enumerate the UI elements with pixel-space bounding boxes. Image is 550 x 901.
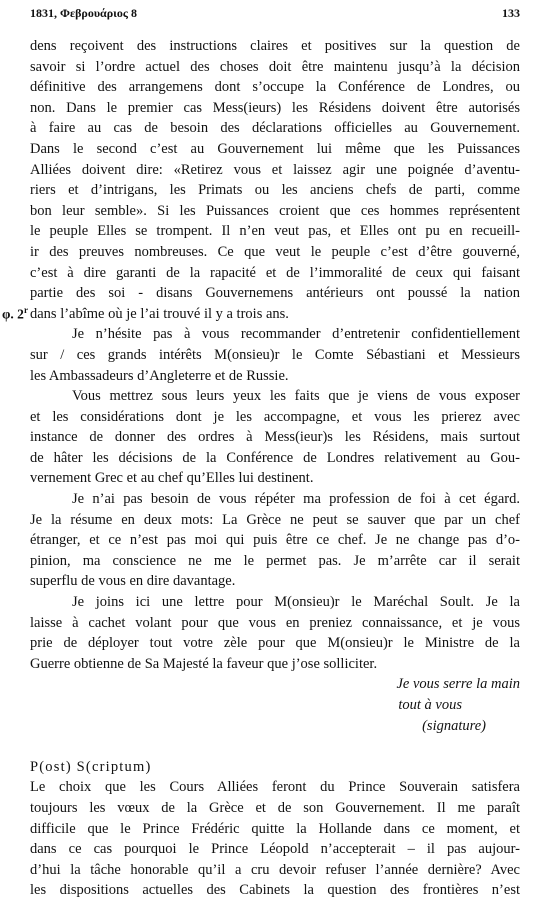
letter-closing bbox=[30, 674, 520, 736]
page-header bbox=[30, 6, 520, 22]
paragraph-4 bbox=[30, 489, 520, 592]
text-line: dans ce cas pourquoi le Prince Léopold n’accepterait – il pas aujour- bbox=[30, 841, 520, 858]
text-line: ir des preuves nombreuses. Ce que veut le peuple c’est d’être gouverné, bbox=[30, 243, 520, 260]
text-line: bon leur semble». Si les Puissances croient que ces hommes représentent bbox=[30, 202, 520, 219]
text-line: prie de déployer tout votre zèle pour que M(onsieu)r le Ministre de la bbox=[30, 635, 520, 652]
text-line: c’est à dire garanti de la rapacité et de l’immoralité de ceux qui faisant bbox=[30, 264, 520, 281]
text-line: d’hui la tâche honorable qu’il a cru devoir refuser l’année dernière? Avec bbox=[30, 861, 520, 878]
letter-body bbox=[30, 36, 520, 901]
text-line: et les considérations dont je les accompagne, et vous les prierez avec bbox=[30, 408, 520, 425]
paragraph-2 bbox=[30, 324, 520, 386]
text-line: riers et d’intrigans, les Primats ou les anciens chefs de parti, comme bbox=[30, 182, 520, 199]
text-line: Guerre obtienne de Sa Majesté la faveur que j’ose solliciter. bbox=[30, 655, 378, 672]
text-line: difficile que le Prince Frédéric quitte la Hollande dans ce moment, et bbox=[30, 820, 520, 837]
folio-label: φ. 2 bbox=[2, 306, 24, 322]
text-line: étranger, et ce n’est pas moi qui puis être ce chef. Je ne change pas d’o- bbox=[30, 532, 520, 549]
page-number: 133 bbox=[502, 6, 520, 20]
text-line: savoir si l’ordre actuel des choses doit être maintenu jusqu’à la décision bbox=[30, 58, 520, 75]
folio-sup: r bbox=[23, 305, 28, 315]
text-line: superflu de vous en dire davantage. bbox=[30, 573, 236, 590]
text-line: instance de donner des ordres à Mess(ieur)s les Résidens, mais surtout bbox=[30, 429, 520, 446]
text-line: le peuple Elles se trompent. Il n’en veut pas, et Elles ont pu en recueill- bbox=[30, 223, 520, 240]
text-line: Vous mettrez sous leurs yeux les faits que je viens de vous exposer bbox=[72, 388, 520, 405]
text-line: à faire au cas de besoin des déclarations officielles au Gouvernement. bbox=[30, 120, 520, 137]
postscript-title: P(ost) S(criptum) bbox=[30, 758, 152, 775]
paragraph-5 bbox=[30, 592, 520, 674]
text-line: les dispositions actuelles des Cabinets la question des frontières n’est bbox=[30, 882, 520, 899]
text-line: dens reçoivent des instructions claires et positives sur la question de bbox=[30, 38, 520, 54]
text-line: Je la résume en deux mots: La Grèce ne peut se sauver que par un chef bbox=[30, 511, 520, 528]
text-line: Dans le second c’est au Gouvernement lui même que les Puissances bbox=[30, 140, 520, 157]
text-line: Je joins ici une lettre pour M(onsieu)r le Maréchal Soult. Je la bbox=[72, 594, 520, 611]
signature-placeholder: (signature) bbox=[422, 717, 486, 734]
text-line: Le choix que les Cours Alliées feront du Prince Souverain satisfera bbox=[30, 779, 520, 796]
text-line: pinion, ma conscience ne me le permet pas. Je m’arrête car il serait bbox=[30, 552, 520, 569]
folio-marginal-note bbox=[2, 300, 28, 325]
text-line: non. Dans le premier cas Mess(ieurs) les Résidens doivent être autorisés bbox=[30, 99, 520, 116]
postscript bbox=[30, 757, 520, 901]
header-date: 1831, Φεβρουάριος 8 bbox=[30, 6, 137, 20]
text-line: vernement Grec et au chef qu’Elles lui destinent. bbox=[30, 470, 314, 487]
closing-line: Je vous serre la main bbox=[396, 676, 520, 693]
text-line: dans l’abîme où je l’ai trouvé il y a trois ans. bbox=[30, 305, 289, 322]
text-line: les Ambassadeurs d’Angleterre et de Russie. bbox=[30, 367, 289, 384]
text-line: Je n’ai pas besoin de vous répéter ma profession de foi à cet égard. bbox=[72, 491, 520, 508]
text-line: partie des soi - disans Gouvernemens antérieurs ont poussé la nation bbox=[30, 285, 520, 302]
paragraph-1 bbox=[30, 36, 520, 324]
text-line: définitive des arrangemens dont s’occupe la Conférence de Londres, ou bbox=[30, 79, 520, 96]
text-line: Je n’hésite pas à vous recommander d’entretenir confidentiellement bbox=[72, 326, 520, 343]
closing-line: tout à vous bbox=[398, 697, 462, 713]
text-line: Alliées doivent dire: «Retirez vous et laissez agir une poignée d’aventu- bbox=[30, 161, 520, 178]
text-line: toujours les vœux de la Grèce et de son Gouvernement. Il me paraît bbox=[30, 799, 520, 816]
text-line: laisse à cachet volant pour que vous en preniez connaissance, et je vous bbox=[30, 614, 520, 631]
text-line: sur / ces grands intérêts M(onsieu)r le Comte Sébastiani et Messieurs bbox=[30, 346, 520, 363]
text-line: de hâter les décisions de la Conférence de Londres relativement au Gou- bbox=[30, 449, 520, 466]
paragraph-3 bbox=[30, 386, 520, 489]
